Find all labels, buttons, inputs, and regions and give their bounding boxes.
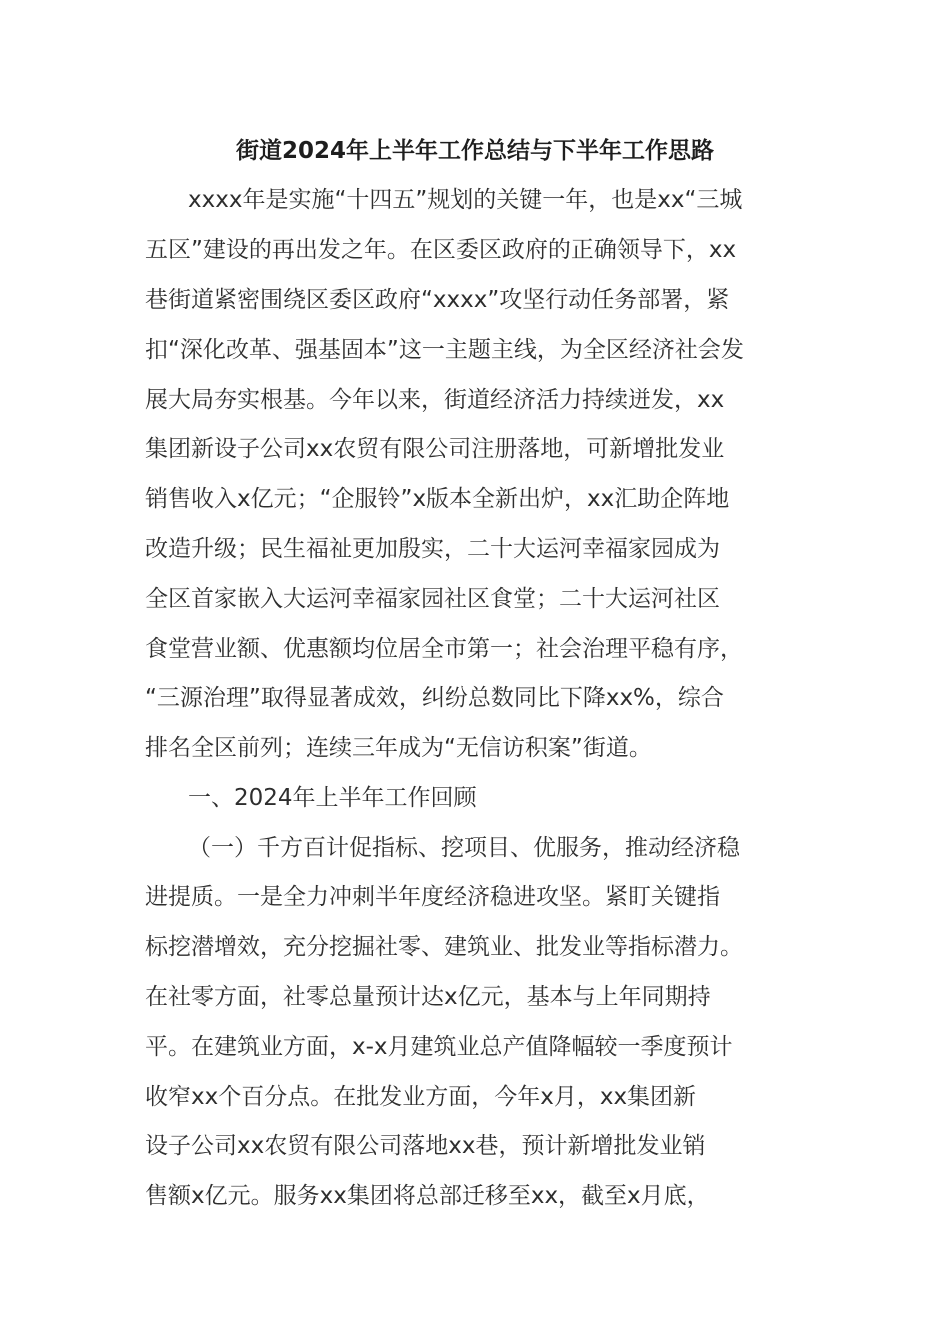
paragraph-line: 五区”建设的再出发之年。在区委区政府的正确领导下，xx [145, 237, 737, 263]
paragraph-line: 在社零方面，社零总量预计达x亿元，基本与上年同期持 [145, 984, 711, 1010]
paragraph-line: 进提质。一是全力冲刺半年度经济稳进攻坚。紧盯关键指 [145, 884, 720, 910]
section-heading: 一、2024年上半年工作回顾 [188, 785, 477, 811]
paragraph-line: 设子公司xx农贸有限公司落地xx巷，预计新增批发业销 [145, 1133, 706, 1159]
paragraph-line: 售额x亿元。服务xx集团将总部迁移至xx，截至x月底， [145, 1183, 710, 1209]
paragraph-line: （一）千方百计促指标、挖项目、优服务，推动经济稳 [188, 835, 740, 861]
paragraph-line: 标挖潜增效，充分挖掘社零、建筑业、批发业等指标潜力。 [145, 934, 743, 960]
paragraph-line: 平。在建筑业方面，x-x月建筑业总产值降幅较一季度预计 [145, 1034, 733, 1060]
paragraph-line: 排名全区前列；连续三年成为“无信访积案”街道。 [145, 735, 652, 761]
paragraph-line: 巷街道紧密围绕区委区政府“xxxx”攻坚行动任务部署，紧 [145, 287, 730, 313]
paragraph-line: 展大局夯实根基。今年以来，街道经济活力持续迸发，xx [145, 387, 725, 413]
paragraph-line: xxxx年是实施“十四五”规划的关键一年，也是xx“三城 [188, 187, 743, 213]
paragraph-line: 食堂营业额、优惠额均位居全市第一；社会治理平稳有序， [145, 636, 743, 662]
paragraph-line: “三源治理”取得显著成效，纠纷总数同比下降xx%，综合 [145, 685, 724, 711]
paragraph-line: 销售收入x亿元；“企服铃”x版本全新出炉，xx汇助企阵地 [145, 486, 730, 512]
document-title: 街道2024年上半年工作总结与下半年工作思路 [235, 138, 714, 164]
paragraph-line: 改造升级；民生福祉更加殷实，二十大运河幸福家园成为 [145, 536, 720, 562]
paragraph-line: 收窄xx个百分点。在批发业方面，今年x月，xx集团新 [145, 1084, 697, 1110]
paragraph-line: 扣“深化改革、强基固本”这一主题主线，为全区经济社会发 [145, 337, 744, 363]
paragraph-line: 集团新设子公司xx农贸有限公司注册落地，可新增批发业 [145, 436, 725, 462]
paragraph-line: 全区首家嵌入大运河幸福家园社区食堂；二十大运河社区 [145, 586, 720, 612]
